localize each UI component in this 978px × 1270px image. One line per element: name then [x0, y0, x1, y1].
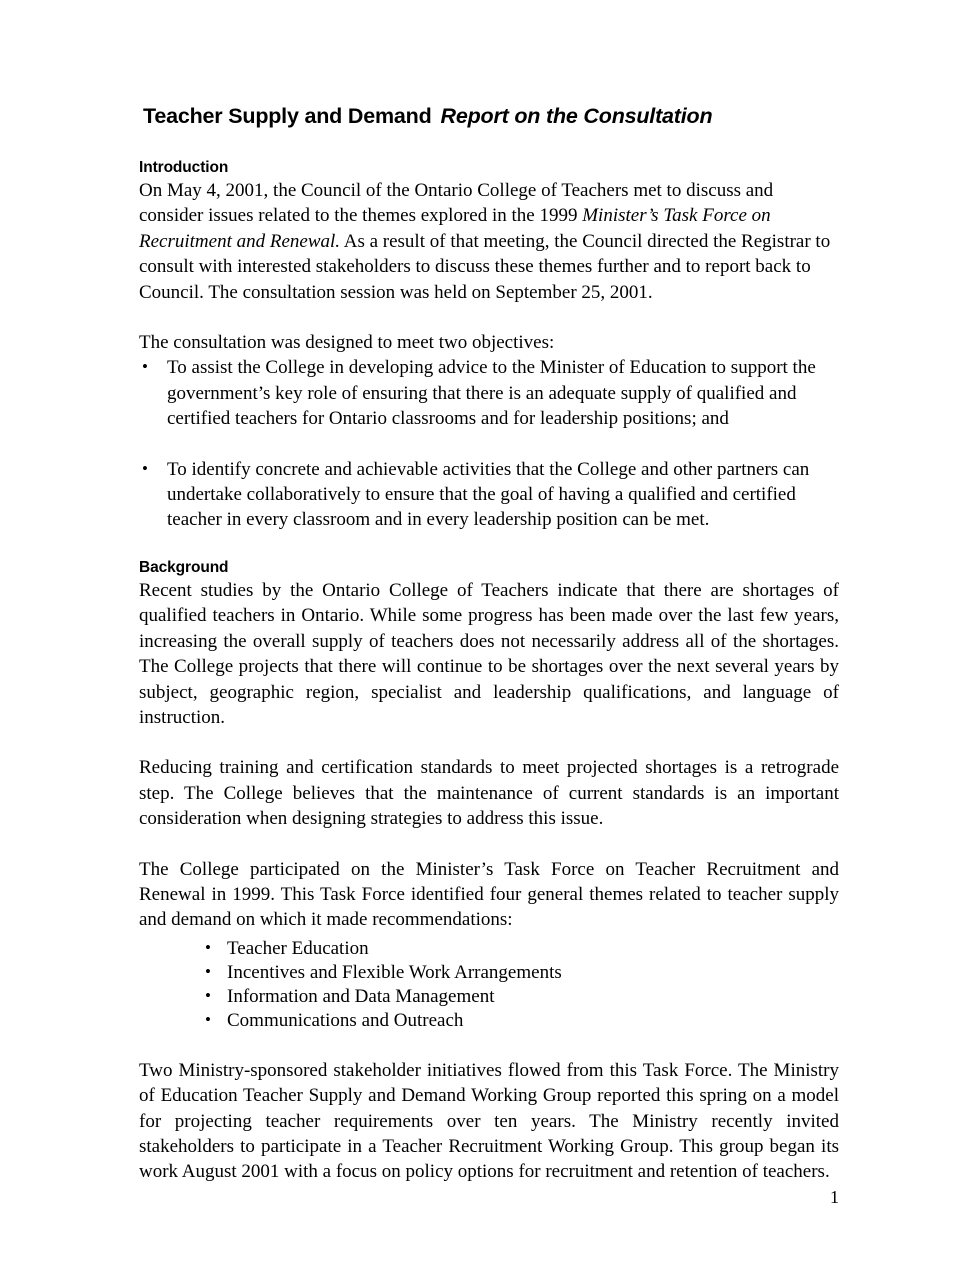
background-paragraph-3: The College participated on the Minister’s Task Force on Teacher Recruitment and Renewal in 1999. This Task Force identified four general themes related to teacher supply and demand on which it made recommendations:	[139, 858, 839, 931]
list-item: • To assist the College in developing advice to the Minister of Education to support the government’s key role of ensuring that there is an adequate supply of qualified and certified teachers for Ontario classrooms and for leadership positions; and	[141, 355, 839, 431]
background-paragraph-2: Reducing training and certification standards to meet projected shortages is a retrograde step. The College believes that the maintenance of current standards is an important consideration when designing strategies to address this issue.	[139, 757, 839, 830]
section-heading-background: Background	[139, 558, 229, 576]
document-content	[139, 104, 839, 1185]
list-item: • Incentives and Flexible Work Arrangements	[205, 961, 839, 985]
background-paragraph-1: Recent studies by the Ontario College of Teachers indicate that there are shortages of qualified teachers in Ontario. While some progress has been made over the last few years, increasing the overall supply of teachers does not necessarily address all of the shortages. The College projects that there will continue to be shortages over the next several years by subject, geographic region, specialist and leadership qualifications, and language of instruction.	[139, 579, 839, 728]
list-item: • To identify concrete and achievable activities that the College and other partners can undertake collaboratively to ensure that the goal of having a qualified and certified teacher in every classroom and in every leadership position can be met.	[141, 457, 839, 533]
background-paragraph-4: Two Ministry-sponsored stakeholder initiatives flowed from this Task Force. The Ministry of Education Teacher Supply and Demand Working Group reported this spring on a model for projecting teacher requirements over ten years. The Ministry recently invited stakeholders to participate in a Teacher Recruitment Working Group. This group began its work August 2001 with a focus on policy options for recruitment and retention of teachers.	[139, 1059, 839, 1183]
list-item: • Information and Data Management	[205, 985, 839, 1009]
task-force-title-italic: Minister’s Task Force on Recruitment and Renewal.	[139, 205, 771, 252]
title-primary: Teacher Supply and Demand	[143, 104, 432, 128]
introduction-paragraph-1	[139, 178, 839, 305]
page-number: 1	[830, 1187, 839, 1207]
objectives-list	[139, 355, 839, 532]
introduction-paragraph-1-text-b: As a result of that meeting, the Council directed the Registrar to consult with interested stakeholders to discuss these themes further and to report back to Council. The consultation session was held on September 25, 2001.	[139, 230, 831, 303]
list-item: • Communications and Outreach	[205, 1009, 839, 1033]
page-title	[143, 104, 839, 129]
themes-list	[139, 937, 839, 1033]
section-heading-introduction: Introduction	[139, 159, 229, 176]
introduction-paragraph-1-text-a: On May 4, 2001, the Council of the Ontario College of Teachers met to discuss and consider issues related to the themes explored in the 1999	[139, 180, 774, 227]
objectives-lead-in: The consultation was designed to meet two objectives:	[139, 332, 555, 354]
list-item: • Teacher Education	[205, 937, 839, 961]
title-secondary: Report on the Consultation	[440, 104, 713, 128]
